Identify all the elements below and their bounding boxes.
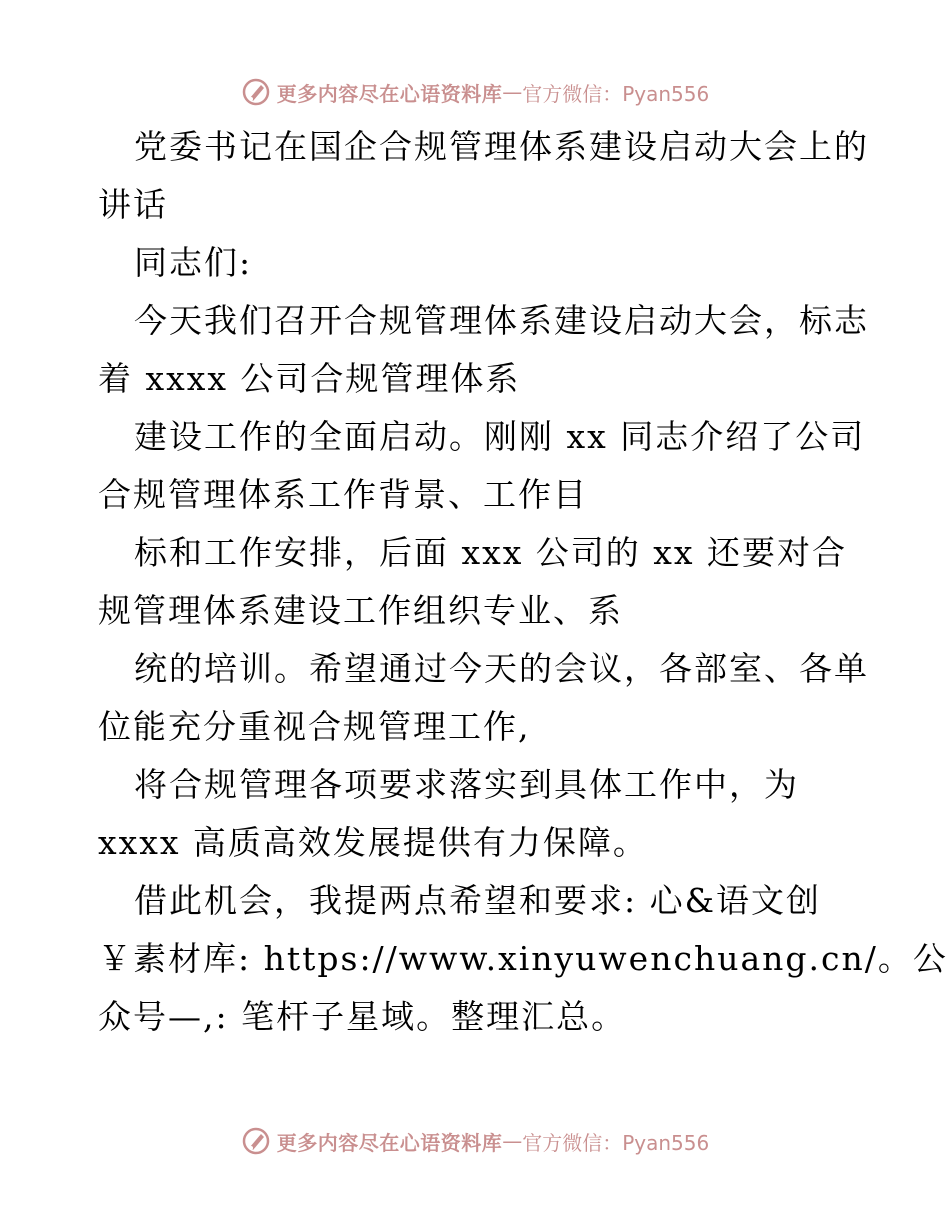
body-line: 统的培训。希望通过今天的会议，各部室、各单 (134, 649, 869, 688)
header-watermark (0, 72, 950, 112)
salutation: 同志们: (134, 243, 253, 282)
pen-circle-logo-icon (241, 1126, 271, 1156)
body-line: 今天我们召开合规管理体系建设启动大会，标志 (134, 301, 869, 340)
watermark-text: 更多内容尽在心语资料库 (276, 1130, 503, 1155)
pen-circle-logo-icon (241, 77, 271, 107)
watermark-account: 官方微信：Pyan556 (522, 1130, 710, 1155)
body-line: 建设工作的全面启动。刚刚 xx 同志介绍了公司 (134, 417, 866, 456)
watermark-separator: — (502, 1129, 523, 1153)
body-line: xxxx 高质高效发展提供有力保障。 (98, 823, 648, 862)
title-line-2: 讲话 (98, 185, 168, 224)
body-line: 借此机会，我提两点希望和要求: 心&语文创 (134, 881, 821, 920)
body-line: 合规管理体系工作背景、工作目 (98, 475, 588, 514)
body-line: 规管理体系建设工作组织专业、系 (98, 591, 623, 630)
body-line: ￥素材库: https://www.xinyuwenchuang.cn/。公 (98, 939, 948, 978)
watermark-text: 更多内容尽在心语资料库 (276, 81, 503, 106)
footer-watermark (0, 1121, 950, 1161)
title-line-1: 党委书记在国企合规管理体系建设启动大会上的 (134, 127, 869, 166)
body-line: 众号—,: 笔杆子星域。整理汇总。 (98, 997, 627, 1036)
body-line: 着 xxxx 公司合规管理体系 (98, 359, 521, 398)
watermark-separator: — (502, 80, 523, 104)
watermark-account: 官方微信：Pyan556 (522, 81, 710, 106)
body-line: 位能充分重视合规管理工作, (98, 707, 531, 746)
body-line: 标和工作安排，后面 xxx 公司的 xx 还要对合 (134, 533, 848, 572)
body-line: 将合规管理各项要求落实到具体工作中，为 (134, 765, 799, 804)
document-body (98, 118, 948, 1046)
